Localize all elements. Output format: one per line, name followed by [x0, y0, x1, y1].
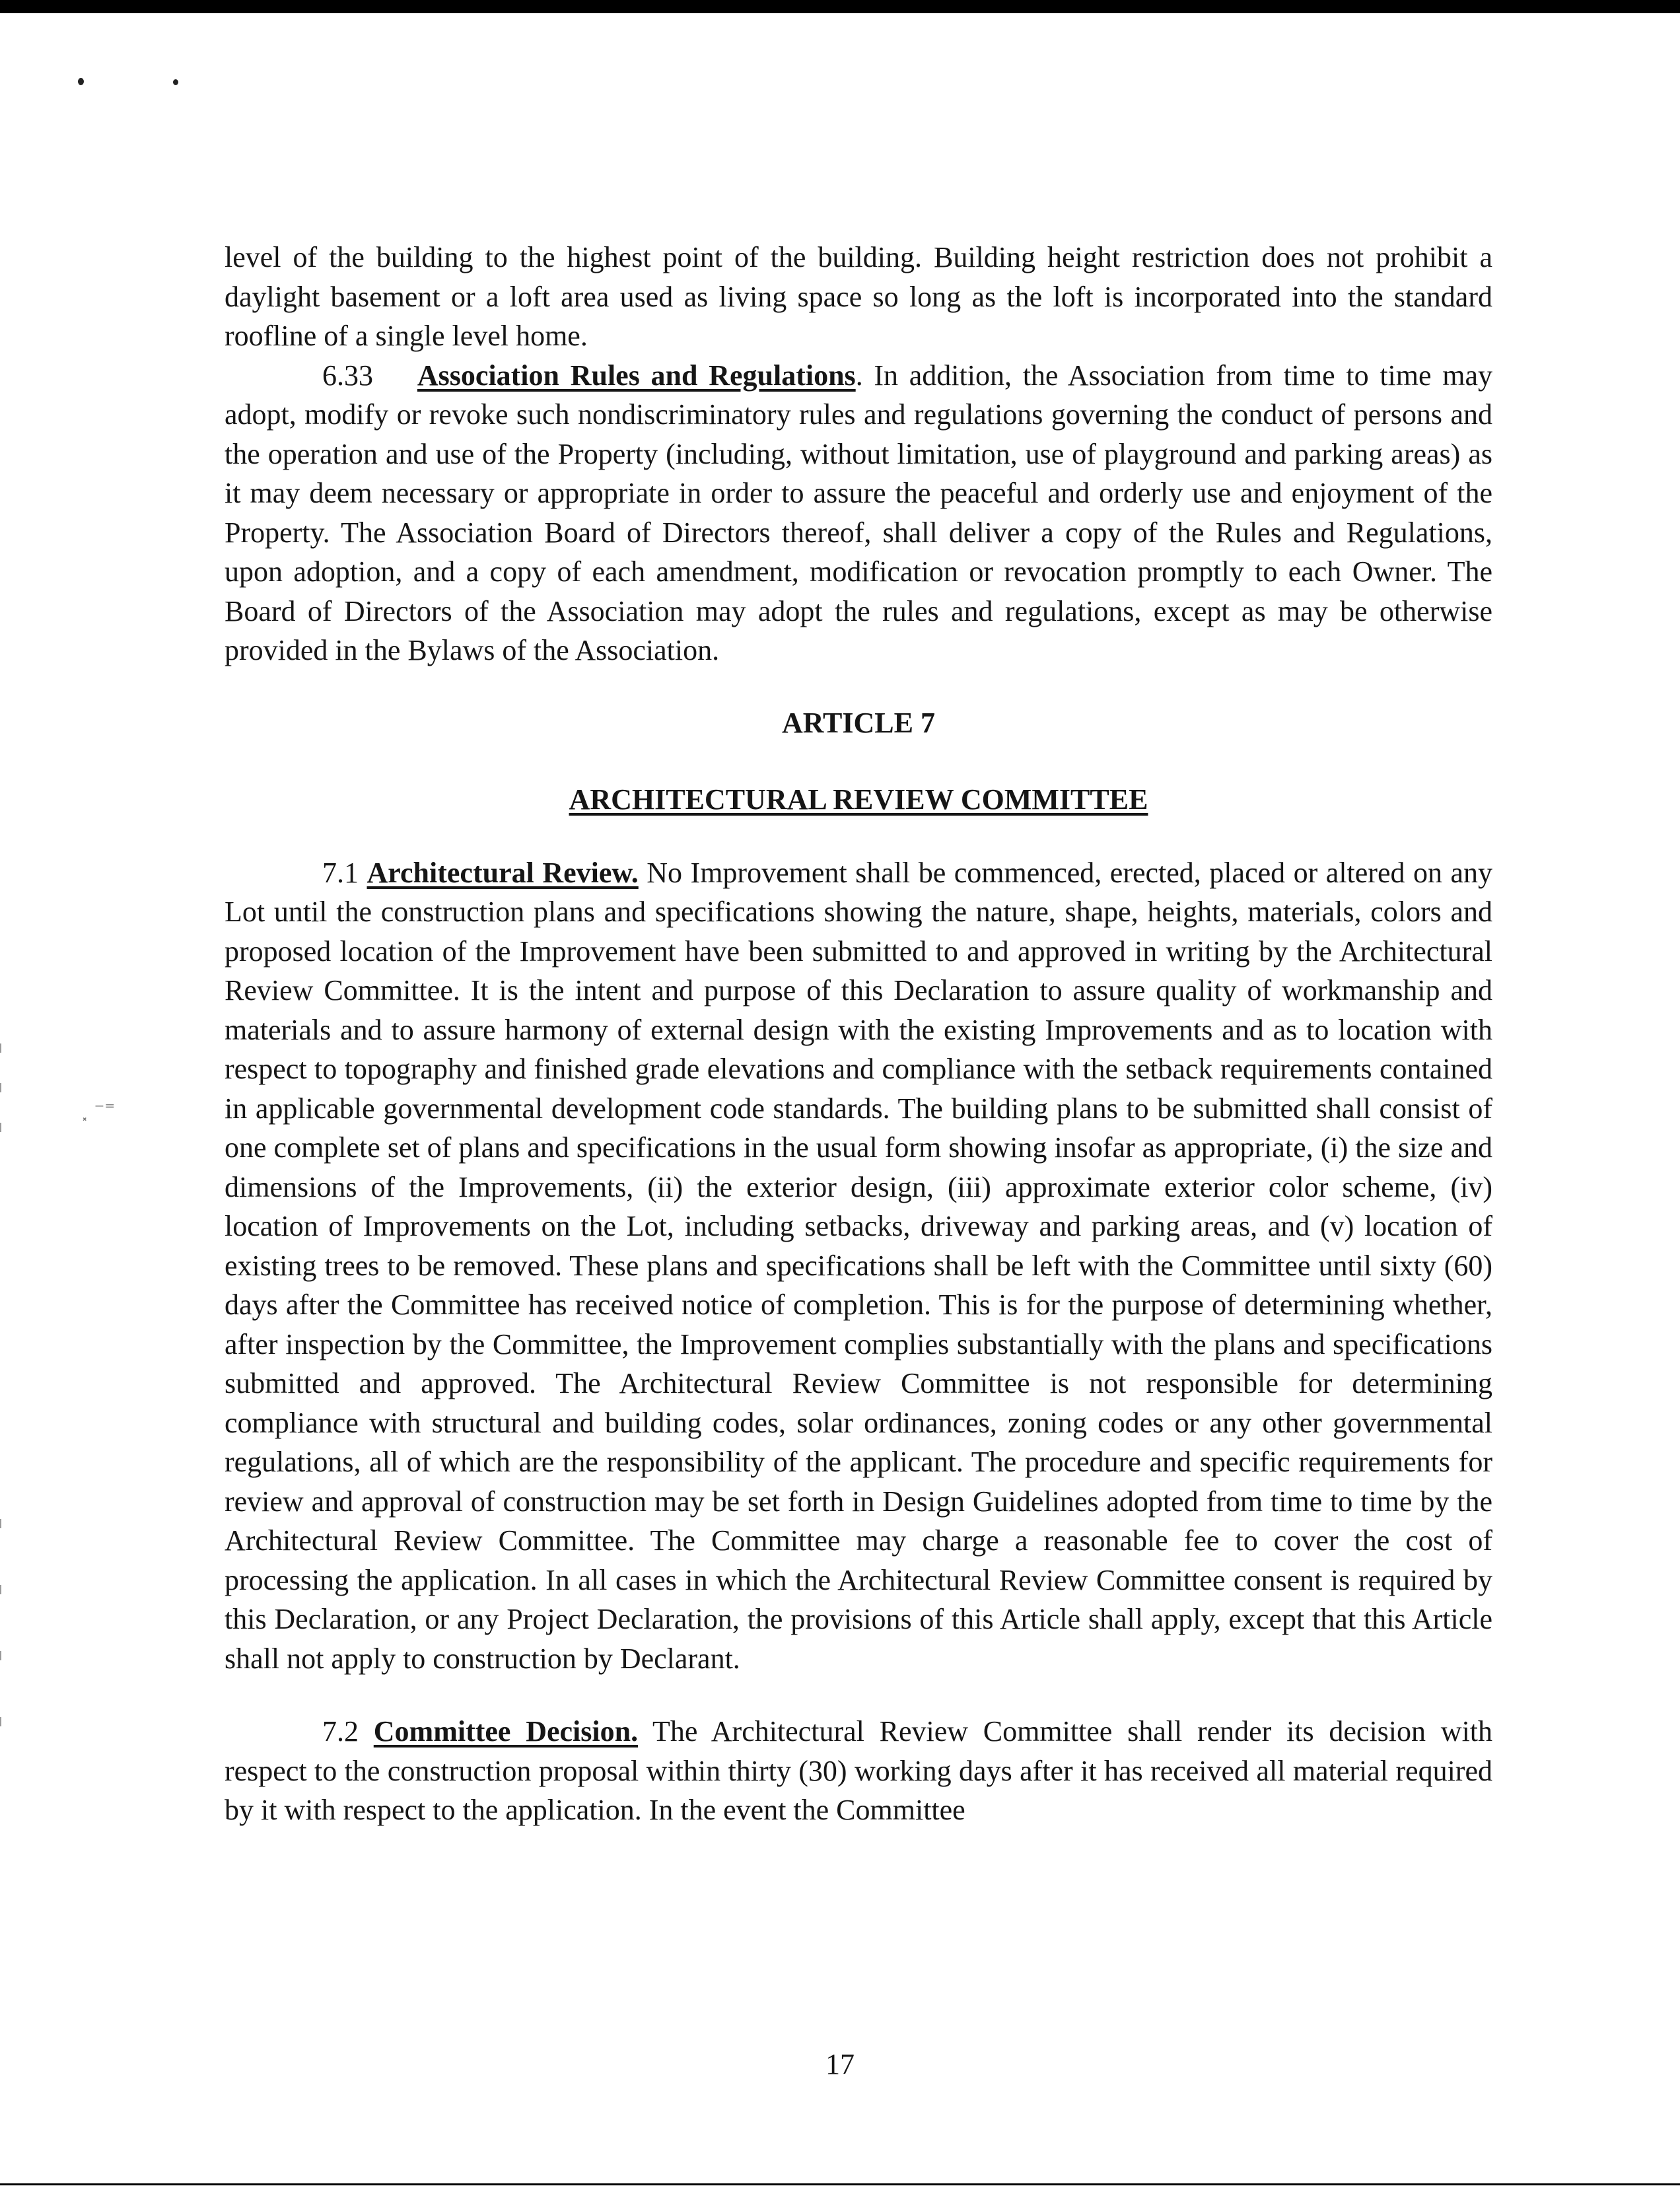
scan-edge-mark	[0, 1717, 1, 1726]
scan-speck	[78, 78, 84, 85]
paragraph-continuation: level of the building to the highest point of the building. Building height restriction does not prohibit a daylight basement or a loft area used as living space so long as the loft is incorporated into the standard roofline of a single level home.	[225, 241, 1492, 352]
scan-speck: ⸼ ⁻⁼	[83, 1098, 116, 1121]
scan-edge-mark	[0, 1585, 1, 1594]
scan-speck	[173, 79, 178, 85]
section-heading: Committee Decision.	[373, 1715, 639, 1747]
scan-bottom-border	[0, 2183, 1680, 2185]
scan-edge-mark	[0, 1083, 1, 1092]
section-7-2	[225, 1712, 1492, 1830]
page-number: 17	[825, 2048, 855, 2080]
section-heading: Association Rules and Regulations	[417, 359, 856, 392]
section-heading: Architectural Review.	[367, 856, 639, 889]
section-6-33	[225, 356, 1492, 670]
scan-top-border	[0, 0, 1680, 13]
scan-edge-mark	[0, 1043, 1, 1053]
scan-edge-mark	[0, 1519, 1, 1528]
scan-edge-mark	[0, 1123, 1, 1132]
scan-edge-mark	[0, 1651, 1, 1660]
section-number: 7.2	[322, 1715, 359, 1747]
article-number: ARTICLE 7	[782, 706, 935, 739]
section-text: No Improvement shall be commenced, erected, placed or altered on any Lot until the construction plans and specifications showing the nature, shape, heights, materials, colors and proposed location of the Improvement have been submitted to and approved in writing by the Architectural Review Committee. It is the intent and purpose of this Declaration to assure quality of workmanship and materials and to assure harmony of external design with the existing Improvements and as to location with respect to topography and finished grade elevations and compliance with the setback requirements contained in applicable governmental development code standards. The building plans to be submitted shall consist of one complete set of plans and specifications in the usual form showing insofar as appropriate, (i) the size and dimensions of the Improvements, (ii) the exterior design, (iii) approximate exterior color scheme, (iv) location of Improvements on the Lot, including setbacks, driveway and parking areas, and (v) location of existing trees to be removed. These plans and specifications shall be left with the Committee until sixty (60) days after the Committee has received notice of completion. This is for the purpose of determining whether, after inspection by the Committee, the Improvement complies substantially with the plans and specifications submitted and approved. The Architectural Review Committee is not responsible for determining compliance with structural and building codes, solar ordinances, zoning codes or any other governmental regulations, all of which are the responsibility of the applicant. The procedure and specific requirements for review and approval of construction may be set forth in Design Guidelines adopted from time to time by the Architectural Review Committee. The Committee may charge a reasonable fee to cover the cost of processing the application. In all cases in which the Architectural Review Committee consent is required by this Declaration, or any Project Declaration, the provisions of this Article shall apply, except that this Article shall not apply to construction by Declarant.	[225, 856, 1493, 1675]
section-7-1	[225, 853, 1492, 1679]
section-number: 6.33	[322, 359, 373, 392]
section-text: The Architectural Review Committee shall render its decision with respect to the construction proposal within thirty (30) working days after it has received all material required by it with respect to the application. In the event the Committee	[225, 1715, 1493, 1826]
article-title: ARCHITECTURAL REVIEW COMMITTEE	[569, 783, 1148, 816]
section-text: . In addition, the Association from time to time may adopt, modify or revoke such nondiscriminatory rules and regulations governing the conduct of persons and the operation and use of the Property (including, without limitation, use of playground and parking areas) as it may deem necessary or appropriate in order to assure the peaceful and orderly use and enjoyment of the Property. The Association Board of Directors thereof, shall deliver a copy of the Rules and Regulations, upon adoption, and a copy of each amendment, modification or revocation promptly to each Owner. The Board of Directors of the Association may adopt the rules and regulations, except as may be otherwise provided in the Bylaws of the Association.	[225, 359, 1492, 666]
document-page	[225, 238, 1492, 1830]
section-number: 7.1	[322, 856, 359, 889]
